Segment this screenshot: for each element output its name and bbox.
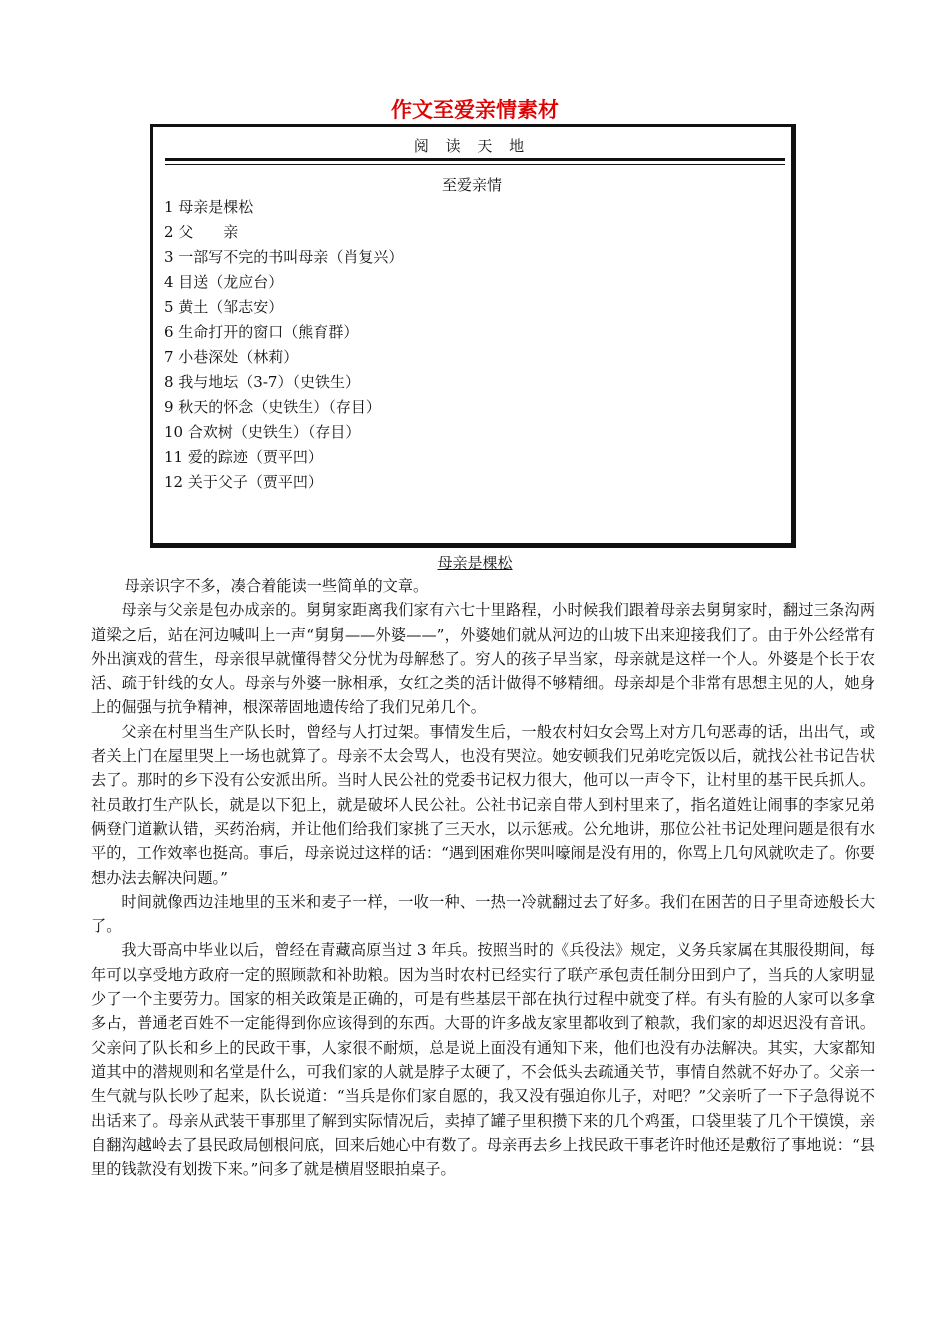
- article-paragraph: 我大哥高中毕业以后，曾经在青藏高原当过 3 年兵。按照当时的《兵役法》规定，义务兵家属在其服役期间，每年可以享受地方政府一定的照顾款和补助粮。因为当时农村已经实行了联产承包责任制分田到户了，当兵的人家明显少了一个主要劳力。国家的相关政策是正确的，可是有些基层干部在执行过程中就变了样。有头有脸的人家可以多拿多占，普通老百姓不一定能得到你应该得到的东西。大哥的许多战友家里都收到了粮款，我们家的却迟迟没有音讯。父亲问了队长和乡上的民政干事，人家很不耐烦，总是说上面没有通知下来，他们也没有办法解决。其实，大家都知道其中的潜规则和名堂是什么，可我们家的人就是脖子太硬了，不会低头去疏通关节，事情自然就不好办了。父亲一生气就与队长吵了起来，队长说道：“当兵是你们家自愿的，我又没有强迫你儿子，对吧？”父亲听了一下子急得说不出话来了。母亲从武装干事那里了解到实际情况后，卖掉了罐子里积攒下来的几个鸡蛋，口袋里装了几个干馍馍，亲自翻沟越岭去了县民政局刨根问底，回来后她心中有数了。母亲再去乡上找民政干事老许时他还是敷衍了事地说：“县里的钱款没有划拨下来。”问多了就是横眉竖眼拍桌子。: [91, 941, 875, 1179]
- box-subheading: 至爱亲情: [441, 176, 502, 194]
- toc-item: 2 父 亲: [164, 223, 239, 241]
- toc-item: 5 黄土（邹志安）: [164, 298, 284, 316]
- toc-item: 1 母亲是棵松: [164, 198, 254, 216]
- page-title: 作文至爱亲情素材: [391, 98, 559, 122]
- box-divider-thin: [165, 164, 785, 165]
- toc-item: 6 生命打开的窗口（熊育群）: [164, 323, 359, 341]
- box-divider-thick: [165, 158, 785, 161]
- table-of-contents: [164, 195, 403, 495]
- toc-item: 10 合欢树（史铁生）（存目）: [164, 423, 361, 441]
- article-paragraph: 父亲在村里当生产队长时，曾经与人打过架。事情发生后，一般农村妇女会骂上对方几句恶毒的话，出出气，或者关上门在屋里哭上一场也就算了。母亲不太会骂人，也没有哭泣。她安顿我们兄弟吃完饭以后，就找公社书记告状去了。那时的乡下没有公安派出所。当时人民公社的党委书记权力很大，他可以一声令下，让村里的基干民兵抓人。社员敢打生产队长，就是以下犯上，就是破坏人民公社。公社书记亲自带人到村里来了，指名道姓让闹事的李家兄弟俩登门道歉认错，买药治病，并让他们给我们家挑了三天水，以示惩戒。公允地讲，那位公社书记处理问题是很有水平的，工作效率也挺高。事后，母亲说过这样的话：“遇到困难你哭叫嚎闹是没有用的，你骂上几句风就吹走了。你要想办法去解决问题。”: [91, 722, 875, 887]
- reading-corner-box: [150, 124, 796, 548]
- box-heading: 阅 读 天 地: [413, 137, 531, 155]
- toc-item: 8 我与地坛（3-7）（史铁生）: [164, 373, 360, 391]
- toc-item: 4 目送（龙应台）: [164, 273, 284, 291]
- article-body: [91, 574, 875, 1181]
- article-paragraph: 时间就像西边洼地里的玉米和麦子一样，一收一种、一热一冷就翻过去了好多。我们在困苦的日子里奇迹般长大了。: [91, 892, 875, 936]
- toc-item: 11 爱的踪迹（贾平凹）: [164, 448, 323, 466]
- article-title: 母亲是棵松: [437, 554, 513, 572]
- toc-item: 7 小巷深处（林莉）: [164, 348, 299, 366]
- article-paragraph: 母亲识字不多，凑合着能读一些简单的文章。: [124, 577, 429, 595]
- toc-item: 12 关于父子（贾平凹）: [164, 473, 323, 491]
- article-paragraph: 母亲与父亲是包办成亲的。舅舅家距离我们家有六七十里路程，小时候我们跟着母亲去舅舅家时，翻过三条沟两道梁之后，站在河边喊叫上一声“舅舅——外婆——”，外婆她们就从河边的山坡下出来迎接我们了。由于外公经常有外出演戏的营生，母亲很早就懂得替父分忧为母解愁了。穷人的孩子早当家，母亲就是这样一个人。外婆是个长于农活、疏于针线的女人。母亲与外婆一脉相承，女红之类的活计做得不够精细。母亲却是个非常有思想主见的人，她身上的倔强与抗争精神，根深蒂固地遗传给了我们兄弟几个。: [91, 601, 875, 717]
- toc-item: 3 一部写不完的书叫母亲（肖复兴）: [164, 248, 404, 266]
- toc-item: 9 秋天的怀念（史铁生）（存目）: [164, 398, 381, 416]
